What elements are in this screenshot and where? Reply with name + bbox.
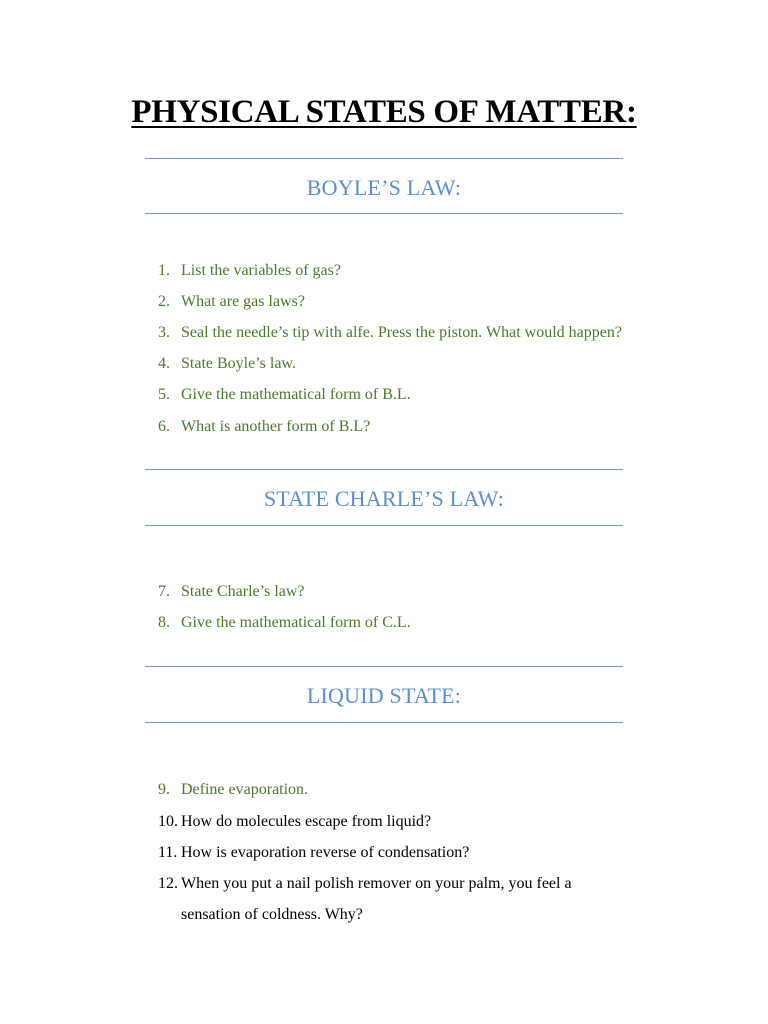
question-text: How is evaporation reverse of condensation? [181, 844, 470, 861]
question-text: Seal the needle’s tip with alfe. Press the piston. What would happen? [181, 324, 622, 341]
question-number: 3. [158, 324, 170, 341]
question-number: 8. [158, 614, 170, 631]
question-text: What are gas laws? [181, 293, 305, 310]
question-text: Define evaporation. [181, 781, 309, 798]
question-text: When you put a nail polish remover on your palm, you feel a [181, 875, 572, 892]
section-heading-boyles-law: BOYLE’S LAW: [306, 175, 462, 200]
question-text: List the variables of gas? [181, 262, 341, 279]
question-text: Give the mathematical form of B.L. [181, 386, 411, 403]
question-text: How do molecules escape from liquid? [181, 813, 432, 830]
question-number: 7. [158, 583, 170, 600]
section-divider [145, 469, 623, 470]
question-text: sensation of coldness. Why? [181, 906, 363, 923]
section-divider [145, 525, 623, 526]
question-number: 9. [158, 781, 170, 798]
question-text: Give the mathematical form of C.L. [181, 614, 411, 631]
section-divider [145, 158, 623, 159]
question-number: 4. [158, 355, 170, 372]
question-number: 1. [158, 262, 170, 279]
question-text: What is another form of B.L? [181, 418, 371, 435]
question-number: 10. [158, 813, 178, 830]
question-text: State Boyle’s law. [181, 355, 296, 372]
section-heading-charles-law: STATE CHARLE’S LAW: [263, 486, 505, 511]
question-number: 5. [158, 386, 170, 403]
question-number: 11. [158, 844, 178, 861]
question-number: 6. [158, 418, 170, 435]
page-title: PHYSICAL STATES OF MATTER: [131, 94, 637, 130]
section-divider [145, 213, 623, 214]
section-divider [145, 666, 623, 667]
question-number: 2. [158, 293, 170, 310]
question-text: State Charle’s law? [181, 583, 305, 600]
question-number: 12. [158, 875, 178, 892]
section-divider [145, 722, 623, 723]
section-heading-liquid-state: LIQUID STATE: [306, 683, 462, 708]
